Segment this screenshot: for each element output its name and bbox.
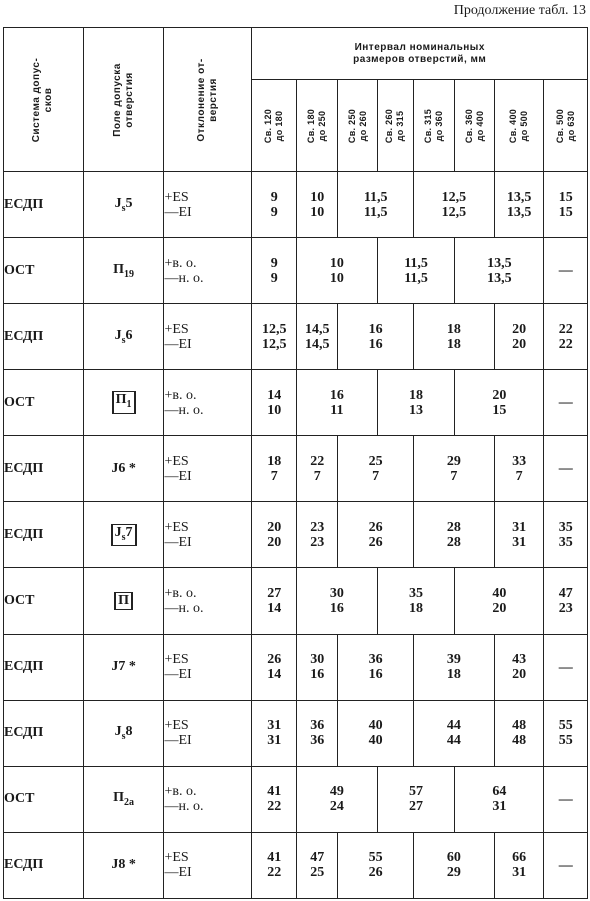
value-line: 44 (446, 733, 461, 749)
deviation-line: —н. о. (164, 402, 204, 418)
value-line: 31 (512, 519, 527, 535)
header-system-line: сков (43, 87, 55, 112)
deviation-line: —EI (164, 534, 192, 550)
deviation-cell (164, 766, 252, 832)
value-line: 26 (368, 534, 383, 550)
table-row (4, 304, 588, 370)
deviation-line: +ES (164, 189, 189, 205)
header-interval-line: размеров отверстий, мм (353, 53, 487, 65)
field-cell (83, 502, 164, 568)
header-deviation-line: верстия (207, 77, 219, 122)
value-line: 16 (329, 387, 344, 403)
system-cell: ЕСДП (4, 304, 84, 370)
header-range-6 (455, 80, 494, 172)
header-range-7 (494, 80, 544, 172)
field-label: $J_s5$ (114, 195, 133, 214)
value-line: 35 (558, 534, 573, 550)
system-cell: ОСТ (4, 568, 84, 634)
system-cell: ЕСДП (4, 172, 84, 238)
value-cell (494, 304, 544, 370)
value-line: 18 (446, 667, 461, 683)
value-cell (296, 238, 377, 304)
value-line: 27 (409, 799, 424, 815)
field-cell (83, 238, 164, 304)
value-line: 20 (512, 667, 527, 683)
value-line: 24 (329, 799, 344, 815)
value-cell (338, 172, 414, 238)
value-line: 14 (267, 387, 282, 403)
value-line: 10 (267, 402, 282, 418)
value-line: 39 (446, 652, 461, 668)
header-deviation-line: Отклонение от- (195, 57, 207, 142)
value-line: 43 (512, 652, 527, 668)
field-cell (83, 304, 164, 370)
value-line: — (558, 461, 573, 477)
value-line: 31 (512, 534, 527, 550)
value-cell (544, 634, 588, 700)
value-line: 9 (270, 204, 278, 220)
field-label: $П_1$ (112, 391, 136, 414)
table-row (4, 568, 588, 634)
value-line: 18 (446, 336, 461, 352)
value-line: 28 (446, 534, 461, 550)
header-range-line: до 180 (274, 110, 285, 141)
value-cell (413, 304, 494, 370)
table-caption: Продолжение табл. 13 (453, 3, 586, 18)
deviation-line: +в. о. (164, 784, 197, 800)
deviation-line: —EI (164, 468, 192, 484)
value-cell (296, 502, 337, 568)
value-line: 48 (512, 718, 527, 734)
value-cell (544, 568, 588, 634)
value-line: 11,5 (363, 204, 388, 220)
deviation-line: +ES (164, 718, 189, 734)
value-line: 41 (267, 784, 282, 800)
header-range-line: до 315 (395, 110, 406, 141)
table-row (4, 634, 588, 700)
value-line: 13,5 (506, 189, 532, 205)
value-cell (544, 832, 588, 898)
value-line: 16 (368, 667, 383, 683)
field-label: J8 * (111, 857, 136, 873)
deviation-line: +ES (164, 321, 189, 337)
value-line: 47 (558, 586, 573, 601)
value-cell (413, 832, 494, 898)
value-cell (296, 370, 377, 436)
value-cell (413, 634, 494, 700)
deviation-cell (164, 634, 252, 700)
value-cell (455, 370, 544, 436)
value-line: 55 (558, 733, 573, 749)
deviation-line: +в. о. (164, 387, 197, 403)
table-row (4, 832, 588, 898)
value-line: 18 (267, 453, 282, 469)
value-line: 35 (409, 586, 424, 601)
value-line: 15 (492, 402, 507, 418)
header-range-5 (413, 80, 454, 172)
value-line: 31 (512, 865, 527, 881)
header-range-3 (338, 80, 377, 172)
header-range-line: Св. 360 (463, 108, 474, 143)
value-line: 16 (310, 667, 325, 683)
value-cell (494, 436, 544, 502)
system-cell: ЕСДП (4, 832, 84, 898)
table-row (4, 502, 588, 568)
header-range-1 (252, 80, 297, 172)
header-system (4, 28, 84, 172)
value-cell (455, 568, 544, 634)
value-line: 29 (446, 865, 461, 881)
value-line: 20 (512, 336, 527, 352)
value-line: 12,5 (261, 321, 287, 337)
header-range-line: Св. 120 (263, 108, 274, 143)
value-line: 22 (267, 799, 282, 815)
value-line: 11 (330, 402, 344, 418)
value-cell (338, 634, 414, 700)
value-cell (377, 766, 455, 832)
value-line: 26 (267, 652, 282, 668)
value-line: 64 (492, 784, 507, 800)
value-cell (544, 238, 588, 304)
deviation-cell (164, 832, 252, 898)
value-line: 22 (267, 865, 282, 881)
value-cell (494, 832, 544, 898)
value-line: 16 (368, 336, 383, 352)
field-cell (83, 634, 164, 700)
value-line: 15 (558, 189, 573, 205)
header-interval (252, 28, 588, 80)
value-line: 9 (270, 270, 278, 286)
value-line: 18 (446, 321, 461, 337)
table-row (4, 766, 588, 832)
field-label: $П_{19}$ (113, 261, 135, 280)
value-line: 55 (558, 718, 573, 734)
value-cell (377, 568, 455, 634)
deviation-line: +в. о. (164, 255, 197, 271)
value-line: 10 (310, 204, 325, 220)
value-cell (494, 172, 544, 238)
table-row (4, 370, 588, 436)
deviation-line: +ES (164, 850, 189, 866)
value-line: 20 (267, 519, 282, 535)
value-line: 22 (558, 336, 573, 352)
value-cell (296, 700, 337, 766)
value-line: 40 (492, 586, 507, 601)
value-cell (413, 436, 494, 502)
field-label: $J_s6$ (114, 327, 133, 346)
tolerance-table (3, 27, 588, 899)
value-line: — (558, 263, 573, 279)
value-line: 26 (368, 865, 383, 881)
value-cell (338, 832, 414, 898)
value-cell (544, 304, 588, 370)
deviation-cell (164, 172, 252, 238)
value-line: 66 (512, 850, 527, 866)
value-line: 40 (368, 733, 383, 749)
deviation-cell (164, 568, 252, 634)
value-cell (544, 502, 588, 568)
header-range-4 (377, 80, 413, 172)
header-range-line: Св. 400 (508, 108, 519, 143)
deviation-line: —EI (164, 865, 192, 881)
field-label: J7 * (111, 659, 136, 675)
header-field-line: Поле допуска (111, 62, 123, 137)
deviation-line: +ES (164, 519, 189, 535)
value-line: 7 (313, 468, 321, 484)
value-line: 36 (368, 652, 383, 668)
deviation-line: —н. о. (164, 799, 204, 815)
header-range-line: до 500 (519, 110, 530, 141)
value-line: 10 (310, 189, 325, 205)
deviation-cell (164, 700, 252, 766)
header-range-line: до 630 (565, 110, 576, 141)
system-cell: ЕСДП (4, 502, 84, 568)
system-cell: ОСТ (4, 370, 84, 436)
value-line: 29 (446, 453, 461, 469)
value-line: 18 (409, 601, 424, 616)
field-label: J6 * (111, 460, 136, 476)
value-line: 12,5 (261, 336, 287, 352)
value-line: 48 (512, 733, 527, 749)
value-line: 20 (492, 601, 507, 616)
deviation-line: +ES (164, 453, 189, 469)
value-line: 27 (267, 586, 282, 601)
field-label: $J_s8$ (114, 724, 133, 743)
deviation-line: +в. о. (164, 586, 197, 601)
value-cell (296, 634, 337, 700)
value-cell (413, 502, 494, 568)
value-line: 25 (368, 453, 383, 469)
value-cell (413, 700, 494, 766)
value-line: 40 (368, 718, 383, 734)
value-line: 31 (267, 733, 282, 749)
value-cell (338, 700, 414, 766)
value-line: 55 (368, 850, 383, 866)
field-cell (83, 370, 164, 436)
value-cell (494, 634, 544, 700)
value-line: 14 (267, 601, 282, 616)
value-line: 9 (270, 255, 278, 271)
value-line: 10 (329, 255, 344, 271)
value-cell (338, 502, 414, 568)
value-line: 7 (372, 468, 380, 484)
deviation-cell (164, 436, 252, 502)
value-line: 23 (310, 534, 325, 550)
system-cell: ОСТ (4, 766, 84, 832)
value-cell (252, 370, 297, 436)
value-cell (455, 238, 544, 304)
header-range-2 (296, 80, 337, 172)
header-field-line: отверстия (123, 71, 135, 128)
value-line: — (558, 857, 573, 873)
field-cell (83, 766, 164, 832)
value-cell (544, 370, 588, 436)
value-line: 16 (368, 321, 383, 337)
field-cell (83, 568, 164, 634)
table-row (4, 172, 588, 238)
value-line: 44 (446, 718, 461, 734)
value-line: 20 (512, 321, 527, 337)
value-line: — (558, 395, 573, 411)
value-cell (296, 172, 337, 238)
table-row (4, 238, 588, 304)
deviation-line: —н. о. (164, 601, 204, 616)
value-cell (544, 700, 588, 766)
field-cell (83, 832, 164, 898)
system-cell: ЕСДП (4, 436, 84, 502)
value-cell (544, 766, 588, 832)
value-line: 11,5 (404, 270, 428, 286)
value-line: 11,5 (404, 255, 428, 271)
value-line: 13,5 (487, 270, 512, 286)
header-range-line: до 260 (357, 110, 368, 141)
value-cell (338, 304, 414, 370)
value-line: 9 (270, 189, 278, 205)
field-label: П (114, 592, 133, 610)
value-line: 28 (446, 519, 461, 535)
value-line: 7 (450, 468, 458, 484)
field-label: $J_s7$ (111, 524, 137, 547)
value-line: 41 (267, 850, 282, 866)
value-line: 26 (368, 519, 383, 535)
value-line: 23 (558, 601, 573, 616)
value-cell (252, 304, 297, 370)
value-line: — (558, 791, 573, 807)
deviation-line: —EI (164, 667, 192, 683)
system-cell: ЕСДП (4, 700, 84, 766)
value-cell (296, 304, 337, 370)
header-system-line: Система допус- (31, 57, 43, 142)
value-line: 35 (558, 519, 573, 535)
value-line: 13 (409, 402, 424, 418)
value-line: 47 (310, 850, 325, 866)
value-line: 23 (310, 519, 325, 535)
value-line: 33 (512, 453, 527, 469)
value-line: 15 (558, 204, 573, 220)
value-line: 7 (515, 468, 523, 484)
deviation-cell (164, 370, 252, 436)
value-line: 31 (267, 718, 282, 734)
value-line: 20 (492, 387, 507, 403)
table-row (4, 700, 588, 766)
header-range-line: Св. 250 (346, 108, 357, 143)
field-cell (83, 172, 164, 238)
header-range-line: Св. 260 (384, 108, 395, 143)
value-cell (338, 436, 414, 502)
value-line: 36 (310, 733, 325, 749)
value-line: 7 (270, 468, 278, 484)
value-cell (377, 370, 455, 436)
value-line: 60 (446, 850, 461, 866)
value-line: 14 (267, 667, 282, 683)
field-cell (83, 700, 164, 766)
value-cell (296, 766, 377, 832)
deviation-line: +ES (164, 652, 189, 668)
header-interval-line: Интервал номинальных (354, 41, 485, 53)
value-line: 11,5 (363, 189, 388, 205)
value-cell (494, 700, 544, 766)
value-cell (252, 766, 297, 832)
header-range-line: Св. 180 (306, 108, 317, 143)
value-line: 13,5 (487, 255, 512, 271)
deviation-line: —н. о. (164, 270, 204, 286)
value-line: 14,5 (304, 336, 330, 352)
value-line: 25 (310, 865, 325, 881)
value-cell (252, 436, 297, 502)
value-line: 31 (492, 799, 507, 815)
header-field (83, 28, 164, 172)
deviation-cell (164, 304, 252, 370)
value-cell (252, 502, 297, 568)
value-cell (413, 172, 494, 238)
field-cell (83, 436, 164, 502)
value-line: 30 (310, 652, 325, 668)
value-line: 36 (310, 718, 325, 734)
deviation-line: —EI (164, 733, 192, 749)
value-cell (544, 172, 588, 238)
header-range-line: до 360 (434, 110, 445, 141)
table-row (4, 436, 588, 502)
value-line: 14,5 (304, 321, 330, 337)
value-cell (494, 502, 544, 568)
header-range-8 (544, 80, 588, 172)
value-cell (296, 832, 337, 898)
deviation-line: —EI (164, 204, 192, 220)
system-cell: ОСТ (4, 238, 84, 304)
value-line: 49 (329, 784, 344, 800)
value-line: 13,5 (506, 204, 532, 220)
value-line: 20 (267, 534, 282, 550)
value-cell (377, 238, 455, 304)
value-cell (252, 568, 297, 634)
system-cell: ЕСДП (4, 634, 84, 700)
value-cell (296, 568, 377, 634)
value-line: 12,5 (441, 204, 467, 220)
value-line: 22 (558, 321, 573, 337)
value-cell (544, 436, 588, 502)
deviation-line: —EI (164, 336, 192, 352)
value-line: 18 (409, 387, 424, 403)
header-range-line: до 400 (474, 110, 485, 141)
value-line: 12,5 (441, 189, 467, 205)
value-line: 10 (329, 270, 344, 286)
value-line: 16 (329, 601, 344, 616)
value-cell (252, 700, 297, 766)
header-range-line: до 250 (317, 110, 328, 141)
value-cell (252, 238, 297, 304)
value-cell (252, 634, 297, 700)
value-cell (455, 766, 544, 832)
field-label: $П_{2а}$ (113, 790, 135, 809)
deviation-cell (164, 502, 252, 568)
deviation-cell (164, 238, 252, 304)
value-line: — (558, 659, 573, 675)
value-cell (252, 172, 297, 238)
header-range-line: Св. 500 (554, 108, 565, 143)
value-cell (252, 832, 297, 898)
value-line: 30 (329, 586, 344, 601)
value-cell (296, 436, 337, 502)
header-range-line: Св. 315 (423, 108, 434, 143)
value-line: 22 (310, 453, 325, 469)
value-line: 57 (409, 784, 424, 800)
header-deviation (164, 28, 252, 172)
